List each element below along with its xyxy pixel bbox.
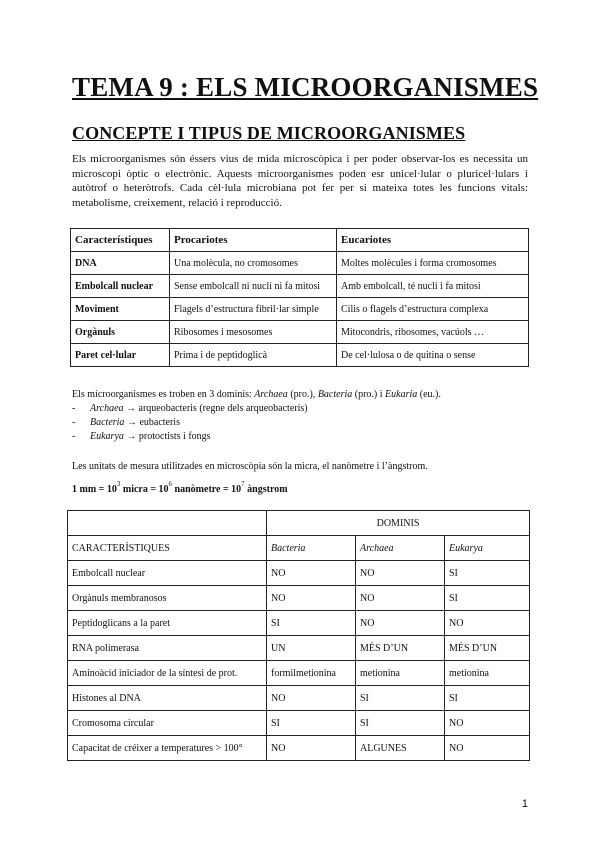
table-cell: NO	[445, 736, 530, 761]
table-cell: Cromosoma circular	[68, 711, 267, 736]
table-row	[68, 686, 530, 711]
domains-list	[72, 402, 441, 444]
table-header-row	[68, 536, 530, 561]
table-cell: RNA polimerasa	[68, 636, 267, 661]
table-cell: MÉS D’UN	[445, 636, 530, 661]
table-cell: UN	[267, 636, 356, 661]
list-item: - Bacteria → eubacteris	[72, 417, 180, 428]
table-cell: NO	[267, 586, 356, 611]
units-text: Les unitats de mesura utilitzades en microscòpia són la micra, el nanòmetre i l’àngstrom.	[72, 461, 428, 472]
table-cell: Embolcall nuclear	[68, 561, 267, 586]
domains-block	[72, 388, 441, 444]
table-row	[68, 661, 530, 686]
units-equation: 1 mm = $10^3$ micra = $10^6$ nanòmetre = $10^7$ àngstrom	[72, 480, 288, 495]
table-cell: metionina	[356, 661, 445, 686]
table-row	[68, 611, 530, 636]
table-header-cell: Archaea	[356, 536, 445, 561]
table-header-row	[71, 229, 529, 252]
table-cell: Paret cel·lular	[71, 344, 170, 367]
table-cell: ALGUNES	[356, 736, 445, 761]
table-cell	[68, 511, 267, 536]
table-row	[68, 736, 530, 761]
table-header-cell: Eukarya	[445, 536, 530, 561]
table-group-row	[68, 511, 530, 536]
table-cell: NO	[267, 686, 356, 711]
list-item: - Archaea → arqueobacteris (regne dels arqueobacteris)	[72, 403, 308, 414]
table-cell: NO	[356, 586, 445, 611]
domains-table	[67, 510, 530, 761]
table-cell: Capacitat de créixer a temperatures > 100°	[68, 736, 267, 761]
table-cell: SI	[267, 711, 356, 736]
section-title: CONCEPTE I TIPUS DE MICROORGANISMES	[72, 123, 466, 143]
table-cell: SI	[445, 686, 530, 711]
table-cell: Histones al DNA	[68, 686, 267, 711]
table-row	[71, 252, 529, 275]
table-header-cell: Característiques	[71, 229, 170, 252]
table-header-cell: CARACTERÍSTIQUES	[68, 536, 267, 561]
table-cell: Moviment	[71, 298, 170, 321]
table-cell: Orgànuls membranosos	[68, 586, 267, 611]
dominis-header: DOMINIS	[267, 511, 530, 536]
table-cell: NO	[445, 611, 530, 636]
table-header-cell: Procariotes	[170, 229, 337, 252]
table-header-cell: Bacteria	[267, 536, 356, 561]
table-cell: Cilis o flagels d’estructura complexa	[337, 298, 529, 321]
table-cell: Aminoàcid iniciador de la síntesi de prot.	[68, 661, 267, 686]
table-cell: DNA	[71, 252, 170, 275]
table-cell: SI	[445, 561, 530, 586]
table-row	[71, 321, 529, 344]
table-cell: SI	[445, 586, 530, 611]
page-number: 1	[521, 798, 528, 810]
table-header-cell: Eucariotes	[337, 229, 529, 252]
table-cell: Amb embolcall, té nucli i fa mitosi	[337, 275, 529, 298]
intro-paragraph: Els microorganismes són éssers vius de mida microscòpica i per poder observar-los es necessita un microscopi òptic o electrònic. Aquests microorganismes poden esr unicel·lular o pluricel·lulars i autòtrof o heteròtrofs. Cada cèl·lula microbiana pot fer per si mateixa totes les funcions vitals: metabolisme, creixement, relació i reproducció.	[72, 153, 528, 209]
table-cell: SI	[267, 611, 356, 636]
domains-intro: Els microorganismes es troben en 3 dominis: Archaea (pro.), Bacteria (pro.) i Eukaria (eu.).	[72, 389, 441, 400]
table-cell: metionina	[445, 661, 530, 686]
table-cell: Ribosomes i mesosomes	[170, 321, 337, 344]
table-cell: De cel·lulosa o de quitina o sense	[337, 344, 529, 367]
table-cell: Embolcall nuclear	[71, 275, 170, 298]
table-cell: SI	[356, 711, 445, 736]
table-cell: NO	[267, 736, 356, 761]
table-row	[68, 636, 530, 661]
table-cell: NO	[356, 561, 445, 586]
table-row	[68, 586, 530, 611]
table-cell: Moltes molècules i forma cromosomes	[337, 252, 529, 275]
table-row	[71, 275, 529, 298]
table-cell: Flagels d’estructura fibril·lar simple	[170, 298, 337, 321]
table-cell: Prima i de peptidoglicà	[170, 344, 337, 367]
table-cell: NO	[356, 611, 445, 636]
table-cell: Una molècula, no cromosomes	[170, 252, 337, 275]
table-cell: NO	[267, 561, 356, 586]
table-row	[71, 298, 529, 321]
page-title: TEMA 9 : ELS MICROORGANISMES	[72, 72, 539, 102]
cell-types-table	[70, 228, 529, 367]
list-item: - Eukarya → protoctists i fongs	[72, 431, 211, 442]
table-cell: Sense embolcall ni nucli ni fa mitosi	[170, 275, 337, 298]
table-cell: formilmetionina	[267, 661, 356, 686]
table-row	[68, 561, 530, 586]
table-cell: SI	[356, 686, 445, 711]
table-row	[68, 711, 530, 736]
table-cell: MÉS D’UN	[356, 636, 445, 661]
table-cell: Orgànuls	[71, 321, 170, 344]
table-row	[71, 344, 529, 367]
table-cell: NO	[445, 711, 530, 736]
table-cell: Mitocondris, ribosomes, vacúols …	[337, 321, 529, 344]
table-cell: Peptidoglicans a la paret	[68, 611, 267, 636]
